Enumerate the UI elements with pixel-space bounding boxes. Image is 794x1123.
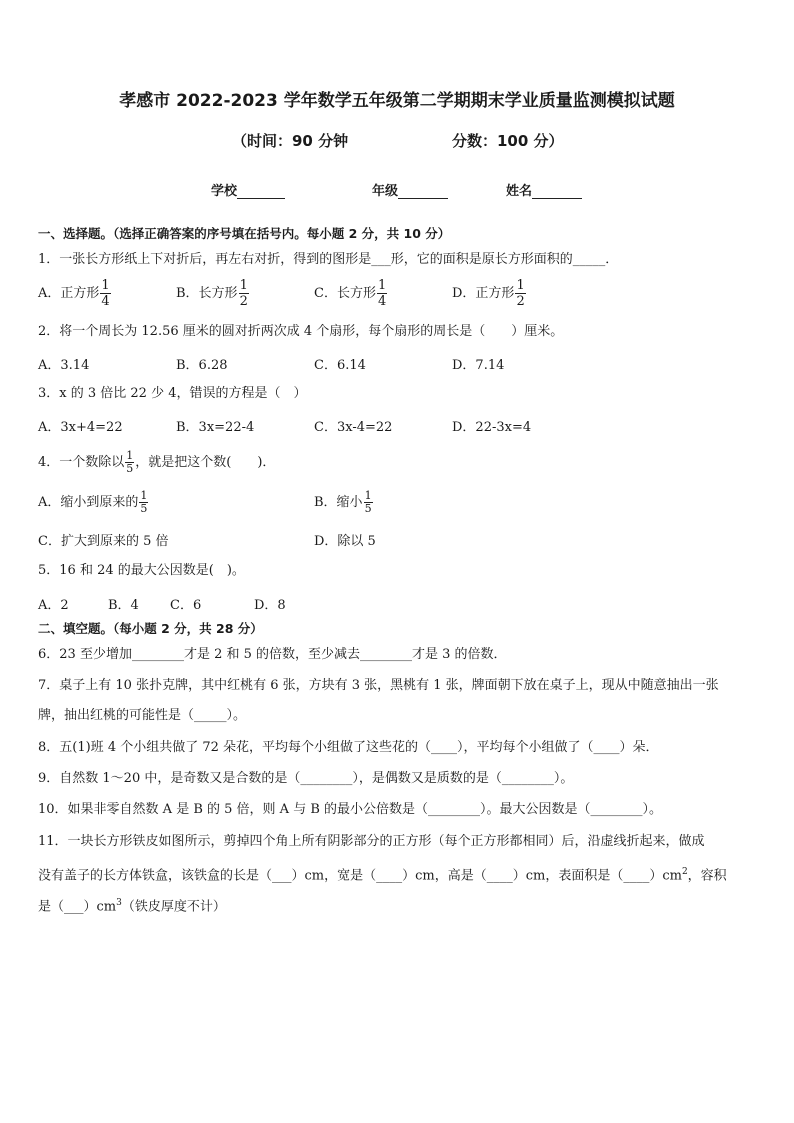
- name-blank[interactable]: [532, 184, 582, 199]
- q11-squared: 2: [681, 867, 688, 877]
- question-11-line-1: 11．一块长方形铁皮如图所示，剪掉四个角上所有阴影部分的正方形（每个正方形都相同）后，沿虚线折起来，做成: [38, 834, 705, 849]
- q5-option-b[interactable]: B．4: [108, 598, 139, 613]
- question-3: 3．x 的 3 倍比 22 少 4，错误的方程是（ ）: [38, 386, 307, 401]
- q3-option-c[interactable]: C．3x-4=22: [314, 420, 393, 435]
- question-1: 1．一张长方形纸上下对折后，再左右对折，得到的图形是___形，它的面积是原长方形面积的_____．: [38, 252, 619, 267]
- question-4: [38, 450, 275, 475]
- q5-option-d[interactable]: D．8: [254, 598, 286, 613]
- q1-option-d-fraction: $\frac{1}{2}$: [516, 278, 525, 309]
- q4-option-c[interactable]: C．扩大到原来的 5 倍: [38, 534, 169, 549]
- q4-option-a-fraction: $\frac{1}{5}$: [140, 489, 148, 515]
- q4-option-b-fraction: $\frac{1}{5}$: [364, 489, 372, 515]
- grade-field: [372, 180, 448, 199]
- q4-option-a-label: A．缩小到原来的: [38, 495, 139, 510]
- q5-option-a[interactable]: A．2: [38, 598, 69, 613]
- q2-option-a[interactable]: A．3.14: [38, 358, 90, 373]
- q1-option-b[interactable]: [176, 278, 250, 309]
- q1-option-d[interactable]: [452, 278, 527, 309]
- q2-option-b[interactable]: B．6.28: [176, 358, 228, 373]
- section-fill-heading: 二、填空题。（每小题 2 分，共 28 分）: [38, 621, 263, 636]
- q4-fraction: $\frac{1}{5}$: [126, 449, 134, 475]
- q1-option-c-label: C．长方形: [314, 286, 376, 301]
- q3-option-b[interactable]: B．3x=22-4: [176, 420, 255, 435]
- question-8: 8．五(1)班 4 个小组共做了 72 朵花，平均每个小组做了这些花的（____），平均每个小组做了（____）朵．: [38, 740, 659, 755]
- q1-option-c-fraction: $\frac{1}{4}$: [377, 278, 387, 309]
- school-field: [211, 180, 285, 199]
- q11-line-3-end: （铁皮厚度不计）: [121, 899, 226, 915]
- question-6: 6．23 至少增加________才是 2 和 5 的倍数，至少减去________才是 3 的倍数．: [38, 647, 507, 662]
- question-5: 5．16 和 24 的最大公因数是( )。: [38, 563, 245, 578]
- question-7-line-2: 牌，抽出红桃的可能性是（_____）。: [38, 708, 247, 723]
- q11-line-3-text: 是（___）cm: [38, 899, 117, 915]
- q4-text-after: ，就是把这个数( )．: [135, 455, 276, 470]
- grade-label: 年级: [372, 184, 399, 199]
- question-9: 9．自然数 1～20 中，是奇数又是合数的是（________），是偶数又是质数的是（________）。: [38, 771, 574, 786]
- question-7-line-1: 7．桌子上有 10 张扑克牌，其中红桃有 6 张，方块有 3 张，黑桃有 1 张，牌面朝下放在桌子上，现从中随意抽出一张: [38, 678, 719, 693]
- q4-text-before: 4．一个数除以: [38, 455, 125, 470]
- q1-option-a[interactable]: [38, 278, 112, 309]
- question-11-line-2: [38, 863, 727, 885]
- q4-option-d[interactable]: D．除以 5: [314, 534, 376, 549]
- question-2: 2．将一个周长为 12.56 厘米的圆对折两次成 4 个扇形，每个扇形的周长是（ ）厘米。: [38, 324, 564, 339]
- question-10: 10．如果非零自然数 A 是 B 的 5 倍，则 A 与 B 的最小公倍数是（________）。最大公因数是（________）。: [38, 802, 663, 817]
- school-blank[interactable]: [237, 184, 285, 199]
- q3-option-a[interactable]: A．3x+4=22: [38, 420, 123, 435]
- question-11-line-3: [38, 894, 226, 916]
- q1-option-c[interactable]: [314, 278, 388, 309]
- exam-score: 分数：100 分）: [452, 132, 564, 150]
- q4-option-a[interactable]: [38, 490, 149, 515]
- q3-option-d[interactable]: D．22-3x=4: [452, 420, 532, 435]
- page-title: 孝感市 2022-2023 学年数学五年级第二学期期末学业质量监测模拟试题: [119, 91, 675, 111]
- q1-option-a-label: A．正方形: [38, 286, 100, 301]
- q4-option-b[interactable]: [314, 490, 374, 515]
- q1-option-b-label: B．长方形: [176, 286, 238, 301]
- q2-option-c[interactable]: C．6.14: [314, 358, 366, 373]
- q1-option-a-fraction: $\frac{1}{4}$: [101, 278, 110, 309]
- name-field: [506, 180, 582, 199]
- q11-line-2-text: 没有盖子的长方体铁盒，该铁盒的长是（___）cm，宽是（____）cm，高是（____）cm，表面积是（____）cm: [38, 868, 682, 884]
- q5-option-c[interactable]: C．6: [170, 598, 202, 613]
- name-label: 姓名: [506, 184, 533, 199]
- grade-blank[interactable]: [398, 184, 448, 199]
- q11-cubed: 3: [116, 898, 122, 908]
- section-choice-heading: 一、选择题。（选择正确答案的序号填在括号内。每小题 2 分，共 10 分）: [38, 226, 451, 241]
- school-label: 学校: [211, 184, 238, 199]
- q4-option-b-label: B．缩小: [314, 495, 363, 510]
- q1-option-b-fraction: $\frac{1}{2}$: [239, 278, 248, 309]
- exam-time: （时间：90 分钟: [232, 132, 349, 150]
- q1-option-d-label: D．正方形: [452, 286, 515, 301]
- q2-option-d[interactable]: D．7.14: [452, 358, 505, 373]
- q11-line-2-end: ，容积: [687, 868, 727, 884]
